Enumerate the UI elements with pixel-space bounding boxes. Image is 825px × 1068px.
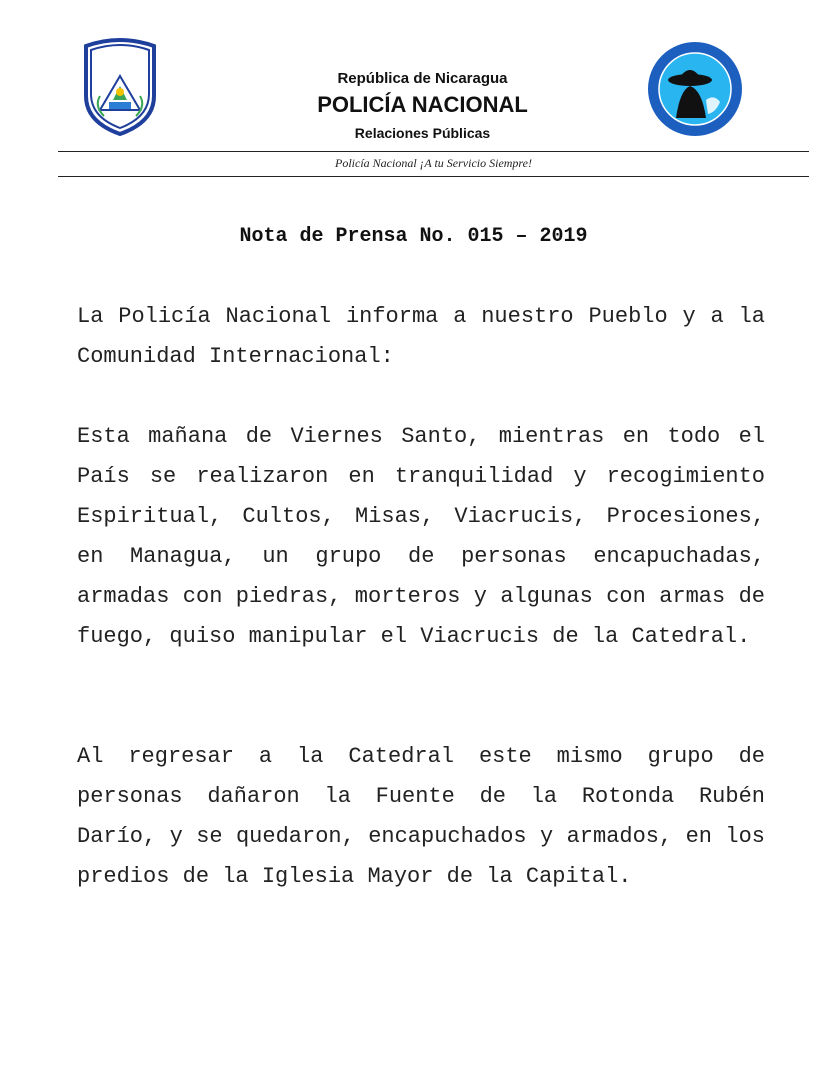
header-divider-bottom — [58, 176, 809, 177]
paragraph-damage: Al regresar a la Catedral este mismo grupo de personas dañaron la Fuente de la Rotonda Rubén Darío, y se quedaron, encapuchados y armados, en los predios de la Iglesia Mayor de la Capital. — [77, 744, 765, 889]
motto-text: Policía Nacional ¡A tu Servicio Siempre! — [335, 156, 532, 170]
police-shield-icon — [82, 36, 158, 136]
sandino-silhouette-icon — [646, 40, 744, 138]
sandino-seal-logo — [646, 40, 744, 138]
press-note-title: Nota de Prensa No. 015 – 2019 — [239, 225, 588, 248]
institution-heading: POLICÍA NACIONAL — [317, 92, 528, 117]
police-shield-logo — [82, 36, 158, 136]
paragraph-intro: La Policía Nacional informa a nuestro Pueblo y a la Comunidad Internacional: — [77, 304, 765, 369]
header-divider-top — [58, 151, 809, 152]
department-heading: Relaciones Públicas — [354, 125, 491, 141]
paragraph-events: Esta mañana de Viernes Santo, mientras en todo el País se realizaron en tranquilidad y recogimiento Espiritual, Cultos, Misas, Viacrucis, Procesiones, en Managua, un grupo de personas encapuchadas, armadas con piedras, morteros y algunas con armas de fuego, quiso manipular el Viacrucis de la Catedral. — [77, 424, 765, 649]
country-heading: República de Nicaragua — [337, 70, 508, 87]
